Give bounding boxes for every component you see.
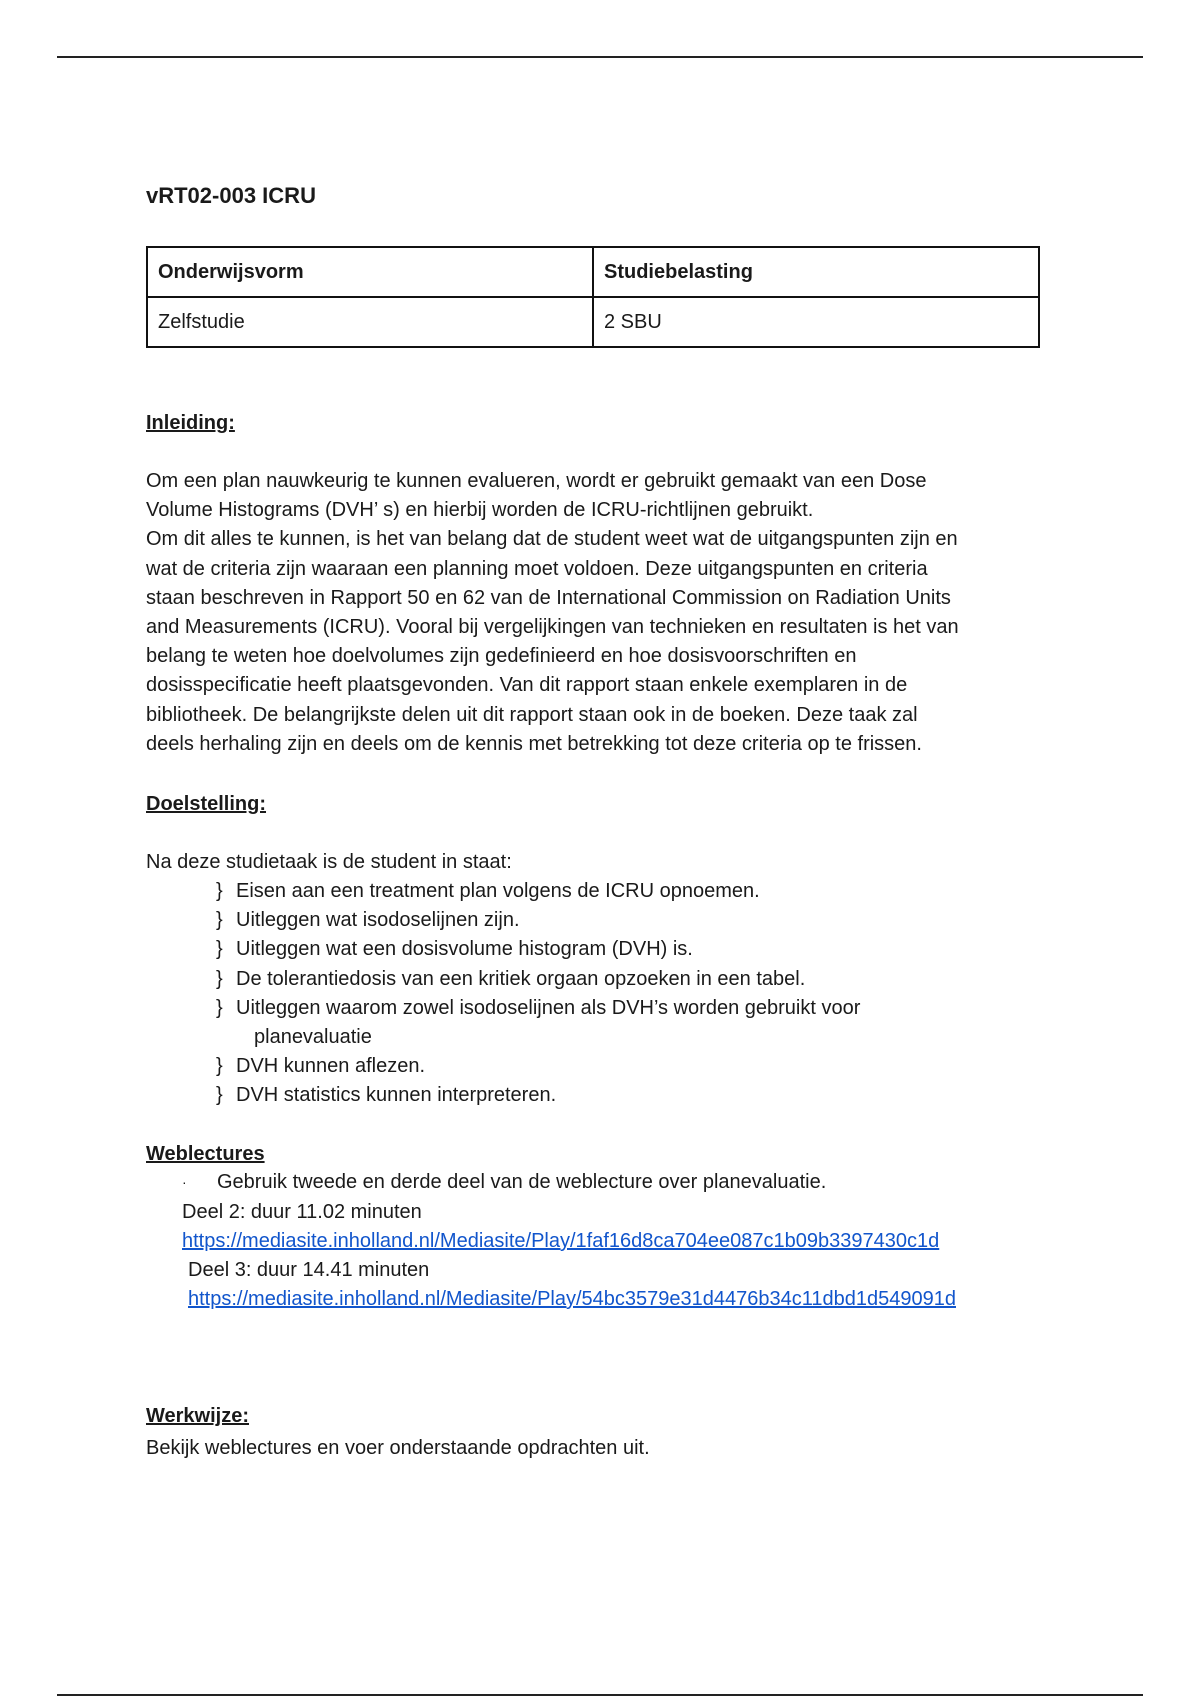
brace-bullet-icon: } (216, 1055, 223, 1078)
list-item-continuation: planevaluatie (254, 1026, 372, 1049)
weblectures-heading: Weblectures (146, 1143, 265, 1165)
list-item (182, 1168, 826, 1197)
doelstelling-heading: Doelstelling: (146, 793, 267, 815)
paragraph-line: wat de criteria zijn waaraan een planning moet voldoen. Deze uitgangspunten en criteria (146, 557, 928, 580)
list-item-text: De tolerantiedosis van een kritiek orgaan opzoeken in een tabel. (236, 967, 806, 990)
list-item (216, 1052, 1076, 1081)
lecture-part-link[interactable]: https://mediasite.inholland.nl/Mediasite/Play/54bc3579e31d4476b34c11dbd1d549091d (188, 1288, 956, 1310)
paragraph-line: deels herhaling zijn en deels om de kennis met betrekking tot deze criteria op te frissen. (146, 732, 922, 755)
table-header-row (147, 247, 1039, 297)
table-row (147, 297, 1039, 347)
header-rule (57, 56, 1143, 58)
list-item (216, 906, 1076, 935)
brace-bullet-icon: } (216, 996, 223, 1019)
objectives-list (216, 877, 1076, 1111)
paragraph-line: dosisspecificatie heeft plaatsgevonden. Van dit rapport staan enkele exemplaren in de (146, 674, 908, 697)
list-item-text: Uitleggen wat een dosisvolume histogram (DVH) is. (236, 938, 693, 961)
paragraph-line: Om dit alles te kunnen, is het van belang dat de student weet wat de uitgangspunten zijn en (146, 528, 958, 551)
brace-bullet-icon: } (216, 880, 223, 902)
lecture-part-label: Deel 2: duur 11.02 minuten (182, 1201, 422, 1223)
brace-bullet-icon: } (216, 909, 223, 932)
table-cell: 2 SBU (593, 297, 1039, 347)
lecture-part-link[interactable]: https://mediasite.inholland.nl/Mediasite/Play/1faf16d8ca704ee087c1b09b3397430c1d (182, 1230, 940, 1252)
list-item (216, 1081, 1076, 1110)
paragraph-line: Om een plan nauwkeurig te kunnen evalueren, wordt er gebruikt gemaakt van een Dose (146, 470, 927, 492)
list-item-text: DVH kunnen aflezen. (236, 1055, 426, 1078)
inleiding-paragraph (146, 467, 1076, 759)
dot-bullet-icon: · (182, 1174, 187, 1190)
list-item-text: Uitleggen waarom zowel isodoselijnen als DVH’s worden gebruikt voor (236, 996, 861, 1019)
table-cell: Zelfstudie (147, 297, 593, 347)
table-header-cell: Onderwijsvorm (147, 247, 593, 297)
list-item (216, 994, 1076, 1052)
brace-bullet-icon: } (216, 967, 223, 990)
list-item-text: Gebruik tweede en derde deel van de weblecture over planevaluatie. (217, 1171, 827, 1193)
list-item-text: Eisen aan een treatment plan volgens de ICRU opnoemen. (236, 880, 760, 902)
paragraph-line: belang te weten hoe doelvolumes zijn gedefinieerd en hoe dosisvoorschriften en (146, 645, 857, 668)
paragraph-line: bibliotheek. De belangrijkste delen uit dit rapport staan ook in de boeken. Deze taak zal (146, 703, 918, 726)
paragraph-line: Volume Histograms (DVH’ s) en hierbij worden de ICRU-richtlijnen gebruikt. (146, 499, 814, 522)
list-item-text: Uitleggen wat isodoselijnen zijn. (236, 909, 520, 932)
doelstelling-intro: Na deze studietaak is de student in staat: (146, 851, 512, 873)
list-item (216, 877, 1076, 906)
document-title: vRT02-003 ICRU (146, 183, 316, 208)
werkwijze-heading: Werkwijze: (146, 1405, 249, 1427)
list-item-text: DVH statistics kunnen interpreteren. (236, 1084, 557, 1107)
brace-bullet-icon: } (216, 1084, 223, 1107)
paragraph-line: staan beschreven in Rapport 50 en 62 van de International Commission on Radiation Units (146, 586, 951, 609)
lecture-part-label: Deel 3: duur 14.41 minuten (188, 1259, 430, 1281)
brace-bullet-icon: } (216, 938, 223, 961)
table-header-cell: Studiebelasting (593, 247, 1039, 297)
inleiding-heading: Inleiding: (146, 412, 235, 434)
paragraph-line: and Measurements (ICRU). Vooral bij vergelijkingen van technieken en resultaten is het van (146, 616, 959, 639)
list-item (216, 935, 1076, 964)
info-table (146, 246, 1040, 348)
weblectures-list (182, 1168, 826, 1197)
list-item (216, 965, 1076, 994)
werkwijze-text: Bekijk weblectures en voer onderstaande opdrachten uit. (146, 1437, 650, 1459)
footer-rule (57, 1694, 1143, 1696)
